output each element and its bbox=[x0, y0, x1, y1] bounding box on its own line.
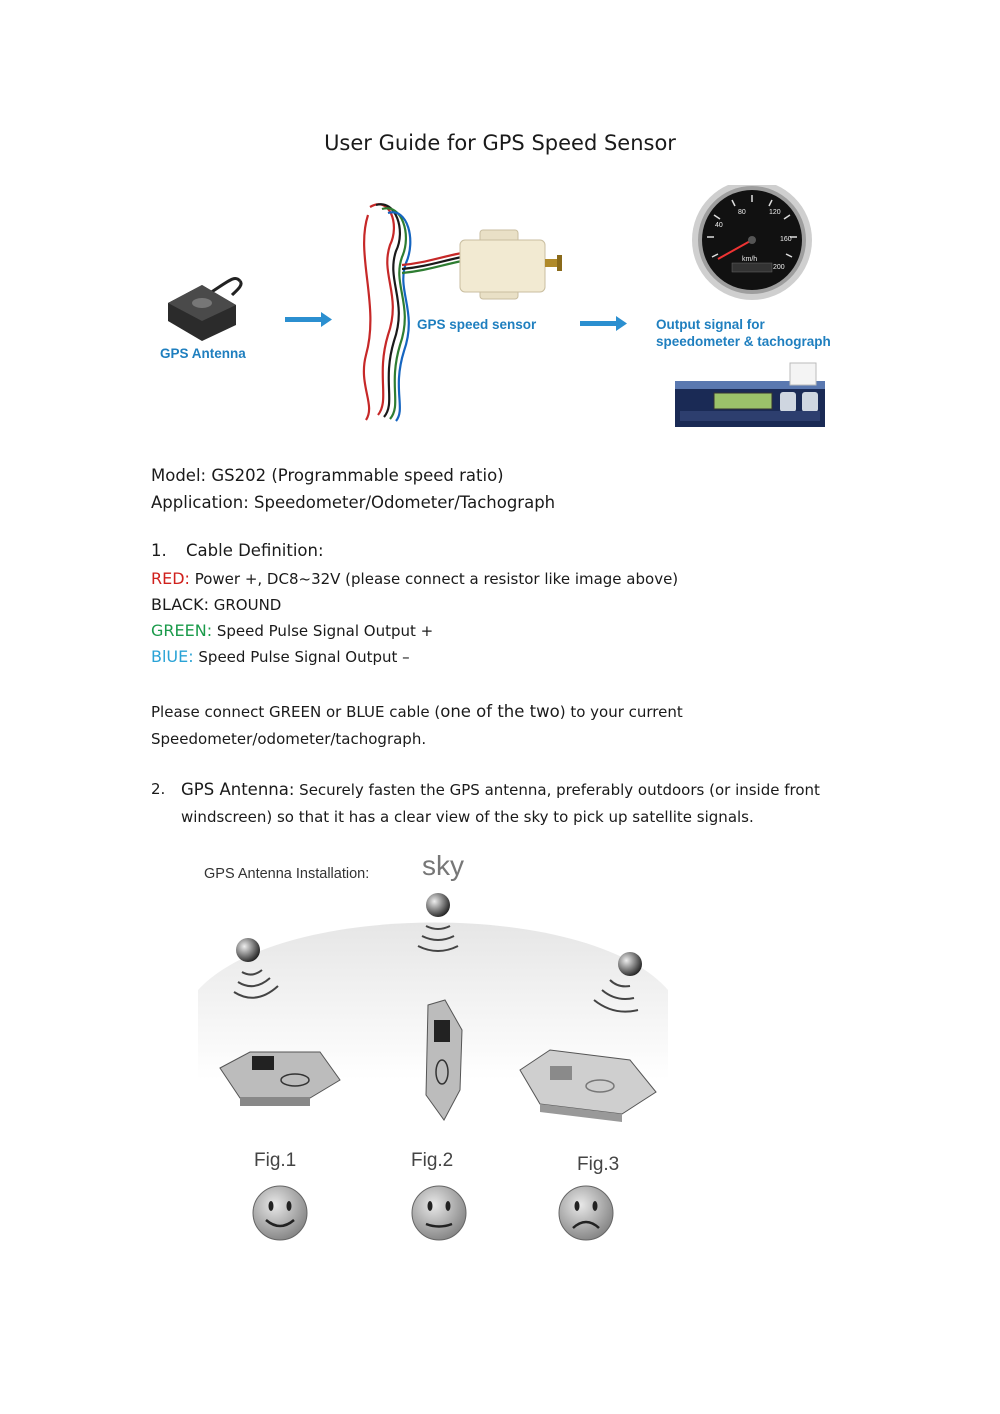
gps-antenna-section bbox=[151, 776, 841, 831]
cable-black bbox=[151, 592, 281, 618]
cable-desc: GROUND bbox=[208, 596, 282, 614]
sad-face-icon bbox=[559, 1186, 613, 1240]
note-text: Please connect GREEN or BLUE cable ( bbox=[151, 703, 441, 721]
note-text: ) to your current bbox=[559, 703, 683, 721]
connection-note bbox=[151, 698, 771, 753]
arrow-icon bbox=[285, 312, 332, 327]
page-title: User Guide for GPS Speed Sensor bbox=[324, 131, 676, 155]
sky-label: sky bbox=[422, 850, 464, 881]
section-number: 2. bbox=[151, 780, 166, 798]
installation-label: GPS Antenna Installation: bbox=[204, 866, 370, 882]
cable-definition-heading bbox=[151, 541, 324, 560]
section-text: Securely fasten the GPS antenna, preferably outdoors (or inside front bbox=[294, 781, 820, 799]
gps-antenna-image bbox=[168, 278, 241, 341]
gauge-unit: km/h bbox=[742, 256, 758, 263]
gps-speed-sensor-label: GPS speed sensor bbox=[417, 317, 537, 332]
neutral-face-icon bbox=[412, 1186, 466, 1240]
fig1-antenna-panel bbox=[220, 1052, 340, 1106]
installation-illustration bbox=[190, 880, 680, 1250]
fig2-label: Fig.2 bbox=[411, 1150, 454, 1171]
cable-name: BlUE: bbox=[151, 647, 194, 666]
gauge-tick: 160 bbox=[780, 236, 792, 243]
cable-name: RED: bbox=[151, 569, 190, 588]
sensor-cables bbox=[364, 204, 462, 421]
output-signal-line2: speedometer & tachograph bbox=[656, 334, 831, 349]
product-diagram bbox=[140, 185, 860, 435]
cable-name: GREEN: bbox=[151, 621, 213, 640]
happy-face-icon bbox=[253, 1186, 307, 1240]
cable-name: BLACK: bbox=[151, 595, 209, 614]
gps-speed-sensor-image bbox=[460, 230, 562, 299]
model-block bbox=[151, 462, 555, 516]
gauge-tick: 200 bbox=[773, 264, 785, 271]
fig3-label: Fig.3 bbox=[577, 1154, 620, 1175]
section-text: windscreen) so that it has a clear view of the sky to pick up satellite signals. bbox=[181, 808, 754, 826]
output-signal-line1: Output signal for bbox=[656, 317, 765, 332]
speedometer-image bbox=[692, 185, 812, 300]
note-line1 bbox=[151, 698, 771, 726]
output-signal-label bbox=[656, 316, 831, 350]
section-body bbox=[181, 776, 841, 831]
tachograph-image bbox=[675, 363, 825, 427]
cable-blue bbox=[151, 644, 410, 670]
gps-antenna-label: GPS Antenna bbox=[160, 346, 246, 361]
cable-desc: Speed Pulse Signal Output – bbox=[193, 648, 410, 666]
section-title: GPS Antenna: bbox=[181, 780, 295, 799]
gauge-tick: 120 bbox=[769, 209, 781, 216]
arrow-icon bbox=[580, 316, 627, 331]
cable-red bbox=[151, 566, 678, 592]
cable-green bbox=[151, 618, 433, 644]
gauge-tick: 40 bbox=[715, 222, 723, 229]
application-line: Application: Speedometer/Odometer/Tachograph bbox=[151, 493, 556, 512]
note-emphasis: one of the two bbox=[440, 702, 560, 721]
section-number: 1. bbox=[151, 541, 167, 560]
fig1-label: Fig.1 bbox=[254, 1150, 297, 1171]
cable-desc: Power +, DC8~32V (please connect a resistor like image above) bbox=[189, 570, 679, 588]
section-title: Cable Definition: bbox=[186, 541, 324, 560]
model-line: Model: GS202 (Programmable speed ratio) bbox=[151, 466, 504, 485]
gauge-tick: 80 bbox=[738, 209, 746, 216]
cable-desc: Speed Pulse Signal Output + bbox=[212, 622, 434, 640]
note-line2: Speedometer/odometer/tachograph. bbox=[151, 730, 427, 748]
